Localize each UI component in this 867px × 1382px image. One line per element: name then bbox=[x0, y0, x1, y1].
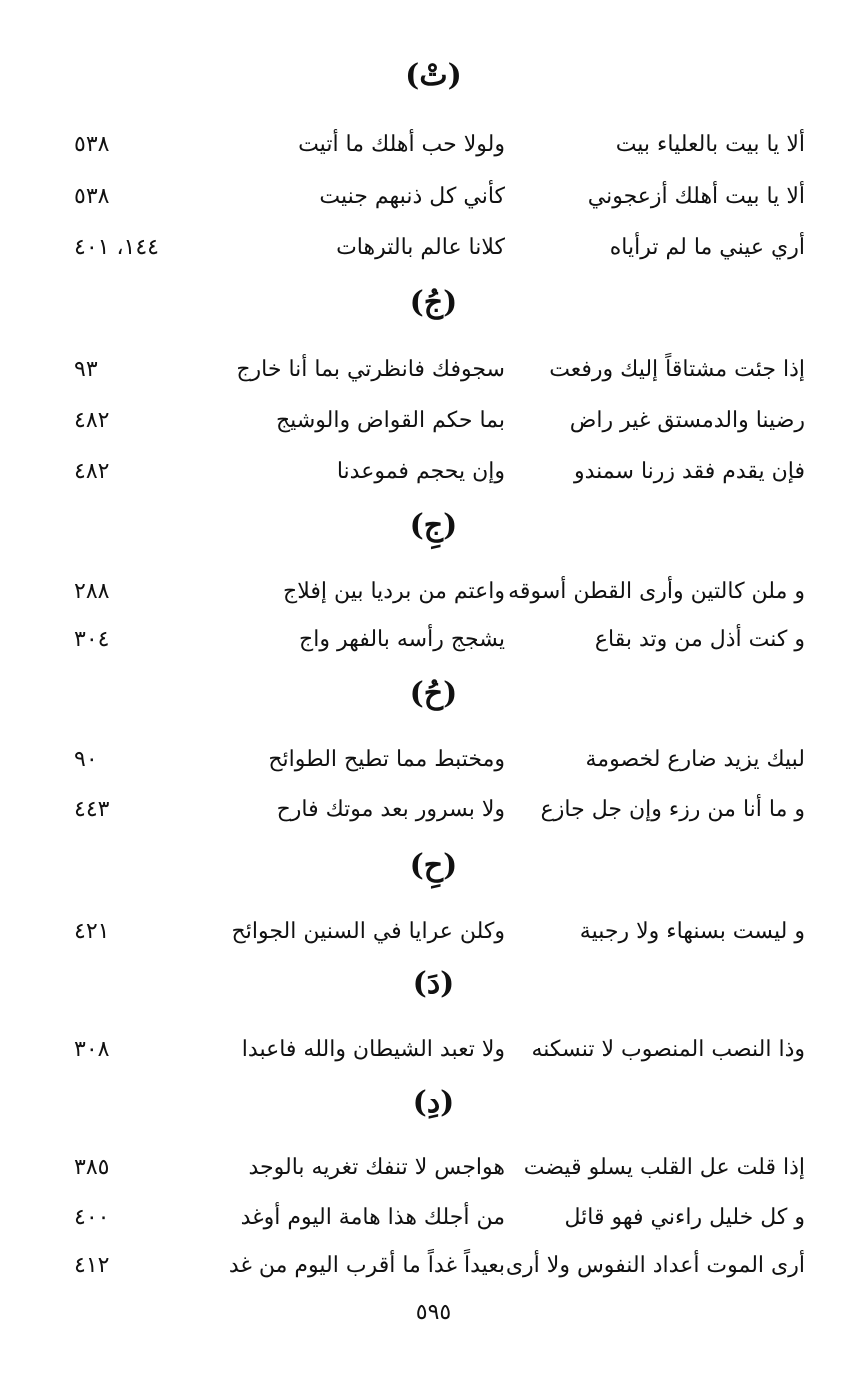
first-hemistich: و كنت أذل من وتد بقاع bbox=[594, 627, 805, 652]
page-reference: ٩٣ bbox=[74, 357, 98, 382]
page-reference: ٥٣٨ bbox=[74, 184, 110, 209]
verse-row bbox=[0, 125, 867, 165]
first-hemistich: إذا قلت عل القلب يسلو قيضت bbox=[523, 1155, 805, 1180]
page-reference: ٤١٢ bbox=[74, 1253, 110, 1278]
page-reference: ٩٠ bbox=[74, 747, 98, 772]
second-hemistich: كلانا عالم بالترهات bbox=[336, 235, 505, 260]
page-reference: ٣٠٨ bbox=[74, 1037, 110, 1062]
verse-row bbox=[0, 228, 867, 268]
second-hemistich: هواجس لا تنفك تغريه بالوجد bbox=[248, 1155, 505, 1180]
section-heading: (جِ) bbox=[409, 508, 458, 543]
section-heading: (جُ) bbox=[409, 285, 458, 320]
first-hemistich: رضينا والدمستق غير راض bbox=[569, 408, 805, 433]
verse-row bbox=[0, 912, 867, 952]
verse-row bbox=[0, 452, 867, 492]
section-heading: (دَ) bbox=[412, 966, 455, 1001]
page-reference: ٣٨٥ bbox=[74, 1155, 110, 1180]
verse-row bbox=[0, 401, 867, 441]
first-hemistich: و ملن كالتين وأرى القطن أسوقه bbox=[508, 579, 805, 604]
second-hemistich: واعتم من برديا بين إفلاج bbox=[283, 579, 505, 604]
second-hemistich: ولا تعبد الشيطان والله فاعبدا bbox=[241, 1037, 505, 1062]
verse-row bbox=[0, 1148, 867, 1188]
page-reference: ٥٣٨ bbox=[74, 132, 110, 157]
first-hemistich: إذا جئت مشتاقاً إليك ورفعت bbox=[549, 357, 805, 382]
page-reference: ٤٤٣ bbox=[74, 797, 110, 822]
verse-row bbox=[0, 1198, 867, 1238]
second-hemistich: ومختبط مما تطيح الطوائح bbox=[268, 747, 505, 772]
second-hemistich: من أجلك هذا هامة اليوم أوغد bbox=[240, 1205, 505, 1230]
verse-row bbox=[0, 1030, 867, 1070]
second-hemistich: ولا بسرور بعد موتك فارح bbox=[276, 797, 505, 822]
section-heading: (تْ) bbox=[405, 58, 462, 93]
page-reference: ٤٠٠ bbox=[74, 1205, 110, 1230]
second-hemistich: بما حكم القواض والوشيج bbox=[275, 408, 505, 433]
first-hemistich: و ما أنا من رزء وإن جل جازع bbox=[540, 797, 805, 822]
verse-row bbox=[0, 1246, 867, 1286]
second-hemistich: وإن يحجم فموعدنا bbox=[336, 459, 505, 484]
verse-row bbox=[0, 790, 867, 830]
first-hemistich: لبيك يزيد ضارع لخصومة bbox=[585, 747, 805, 772]
page-reference: ١٤٤، ٤٠١ bbox=[74, 235, 159, 260]
page-reference: ٣٠٤ bbox=[74, 627, 110, 652]
first-hemistich: و ليست بسنهاء ولا رجبية bbox=[579, 919, 805, 944]
page-reference: ٤٨٢ bbox=[74, 408, 110, 433]
page-reference: ٢٨٨ bbox=[74, 579, 110, 604]
verse-row bbox=[0, 740, 867, 780]
second-hemistich: وكلن عرايا في السنين الجوائح bbox=[231, 919, 505, 944]
verse-row bbox=[0, 350, 867, 390]
verse-row bbox=[0, 572, 867, 612]
second-hemistich: كأني كل ذنبهم جنيت bbox=[319, 184, 505, 209]
first-hemistich: ألا يا بيت أهلك أزعجوني bbox=[587, 184, 805, 209]
first-hemistich: ألا يا بيت بالعلياء بيت bbox=[615, 132, 805, 157]
section-heading: (حِ) bbox=[409, 848, 458, 883]
section-heading: (حُ) bbox=[409, 676, 458, 711]
first-hemistich: فإن يقدم فقد زرنا سمندو bbox=[574, 459, 805, 484]
page-reference: ٤٨٢ bbox=[74, 459, 110, 484]
page-reference: ٤٢١ bbox=[74, 919, 110, 944]
first-hemistich: أري عيني ما لم ترأياه bbox=[609, 235, 805, 260]
second-hemistich: يشجج رأسه بالفهر واج bbox=[299, 627, 505, 652]
second-hemistich: ولولا حب أهلك ما أتيت bbox=[298, 132, 505, 157]
first-hemistich: و كل خليل راءني فهو قائل bbox=[564, 1205, 805, 1230]
page-number: ٥٩٥ bbox=[415, 1300, 452, 1325]
first-hemistich: أرى الموت أعداد النفوس ولا أرى bbox=[505, 1253, 805, 1278]
section-heading: (دِ) bbox=[412, 1085, 455, 1120]
second-hemistich: بعيداً غداً ما أقرب اليوم من غد bbox=[228, 1253, 505, 1278]
verse-row bbox=[0, 177, 867, 217]
verse-row bbox=[0, 620, 867, 660]
first-hemistich: وذا النصب المنصوب لا تنسكنه bbox=[531, 1037, 805, 1062]
second-hemistich: سجوفك فانظرتي بما أنا خارج bbox=[236, 357, 505, 382]
